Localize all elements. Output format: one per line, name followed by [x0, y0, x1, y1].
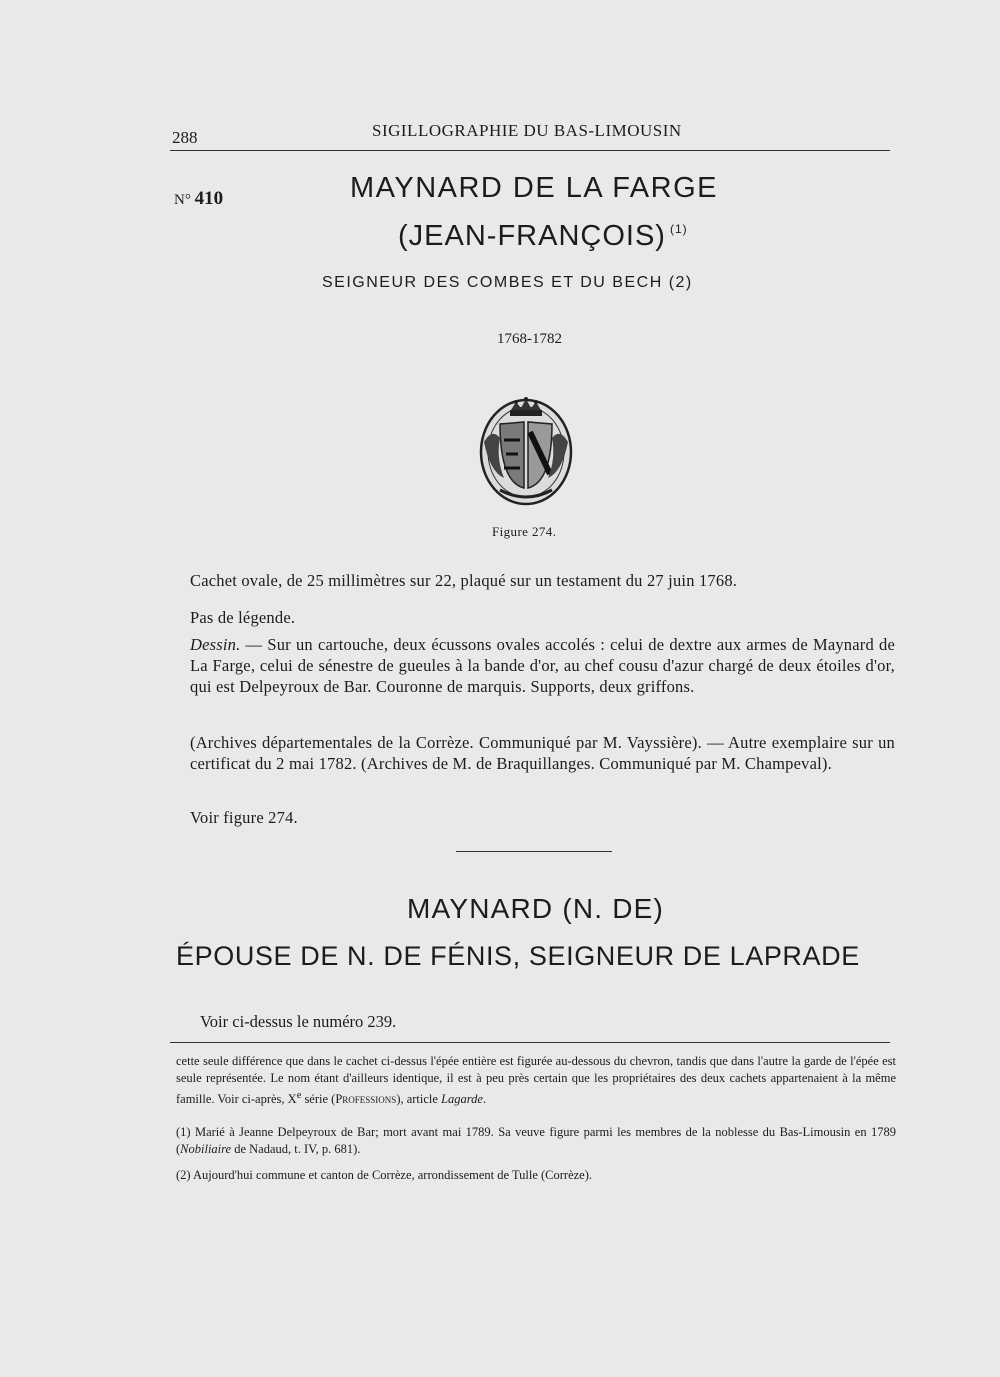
given-name-text: (JEAN-FRANÇOIS): [398, 220, 666, 252]
paragraph-description: Cachet ovale, de 25 millimètres sur 22, plaqué sur un testament du 27 juin 1768.: [190, 571, 738, 590]
paragraph-archives: (Archives départementales de la Corrèze. Communiqué par M. Vayssière). — Autre exemplaire sur un certificat du 2 mai 1782. (Archives de M. de Braquillanges. Communiqué par M. Champeval).: [190, 733, 895, 773]
entry2-subtitle: ÉPOUSE DE N. DE FÉNIS, SEIGNEUR DE LAPRADE: [176, 941, 860, 971]
footnote-1: [176, 1124, 896, 1158]
entry-number: [174, 188, 223, 210]
footnote-cont-text-b: série (: [301, 1092, 336, 1107]
entry-name: MAYNARD DE LA FARGE: [350, 172, 718, 204]
entry-number-prefix: N°: [174, 192, 191, 208]
footnote-1-text-b: de Nadaud, t. IV, p. 681).: [231, 1142, 361, 1156]
entry-number-value: 410: [194, 188, 224, 209]
section-divider: [456, 851, 612, 852]
entry-given-name: [398, 220, 688, 253]
figure-caption: Figure 274.: [492, 524, 557, 539]
footnote-cont-sup: e: [296, 1090, 302, 1101]
entry-dates: 1768-1782: [497, 331, 562, 347]
page-number: 288: [172, 128, 198, 147]
footnote-1-text-a: (1) Marié à Jeanne Delpeyroux de Bar; mort avant mai 1789. Sa veuve figure parmi les membres de la noblesse du Bas-Limousin en 1789 (: [176, 1125, 896, 1156]
paragraph-figure-ref: Voir figure 274.: [190, 808, 298, 827]
footnote-cont-text-c: ), article: [396, 1092, 442, 1107]
entry2-reference: Voir ci-dessus le numéro 239.: [200, 1012, 397, 1031]
seal-image: [478, 392, 574, 506]
footnote-1-italic: Nobiliaire: [180, 1142, 232, 1156]
entry-title: SEIGNEUR DES COMBES ET DU BECH (2): [322, 274, 693, 291]
paragraph-legend: Pas de légende.: [190, 608, 296, 627]
running-title: SIGILLOGRAPHIE DU BAS-LIMOUSIN: [372, 121, 682, 140]
footnote-cont-text-a: cette seule différence que dans le cachet ci-dessus l'épée entière est figurée au-dessous du chevron, tandis que dans l'autre la garde de l'épée est seule représentée. Le nom étant d'ailleurs identique, il est à peu près certain que les propriétaires des deux cachets appartenaient à la même famille. Voir ci-après, X: [176, 1054, 896, 1107]
footnote-continuation: [176, 1053, 896, 1108]
dessin-text: — Sur un cartouche, deux écussons ovales accolés : celui de dextre aux armes de Maynard de La Farge, celui de sénestre de gueules à la bande d'or, au chef cousu d'azur chargé de deux étoiles d'or, qui est Delpeyroux de Bar. Couronne de marquis. Supports, deux griffons.: [190, 635, 895, 696]
footnote-cont-smallcaps: Professions: [335, 1092, 397, 1107]
footnote-ref-1: (1): [669, 222, 688, 236]
footnote-cont-end: .: [482, 1092, 487, 1107]
entry2-name: MAYNARD (N. DE): [407, 893, 665, 924]
footnote-rule: [170, 1042, 890, 1043]
dessin-label: Dessin.: [190, 635, 241, 654]
header-rule: [170, 150, 890, 151]
footnote-2: (2) Aujourd'hui commune et canton de Corrèze, arrondissement de Tulle (Corrèze).: [176, 1168, 593, 1182]
footnote-cont-italic: Lagarde: [441, 1092, 483, 1107]
paragraph-dessin: [190, 634, 895, 697]
